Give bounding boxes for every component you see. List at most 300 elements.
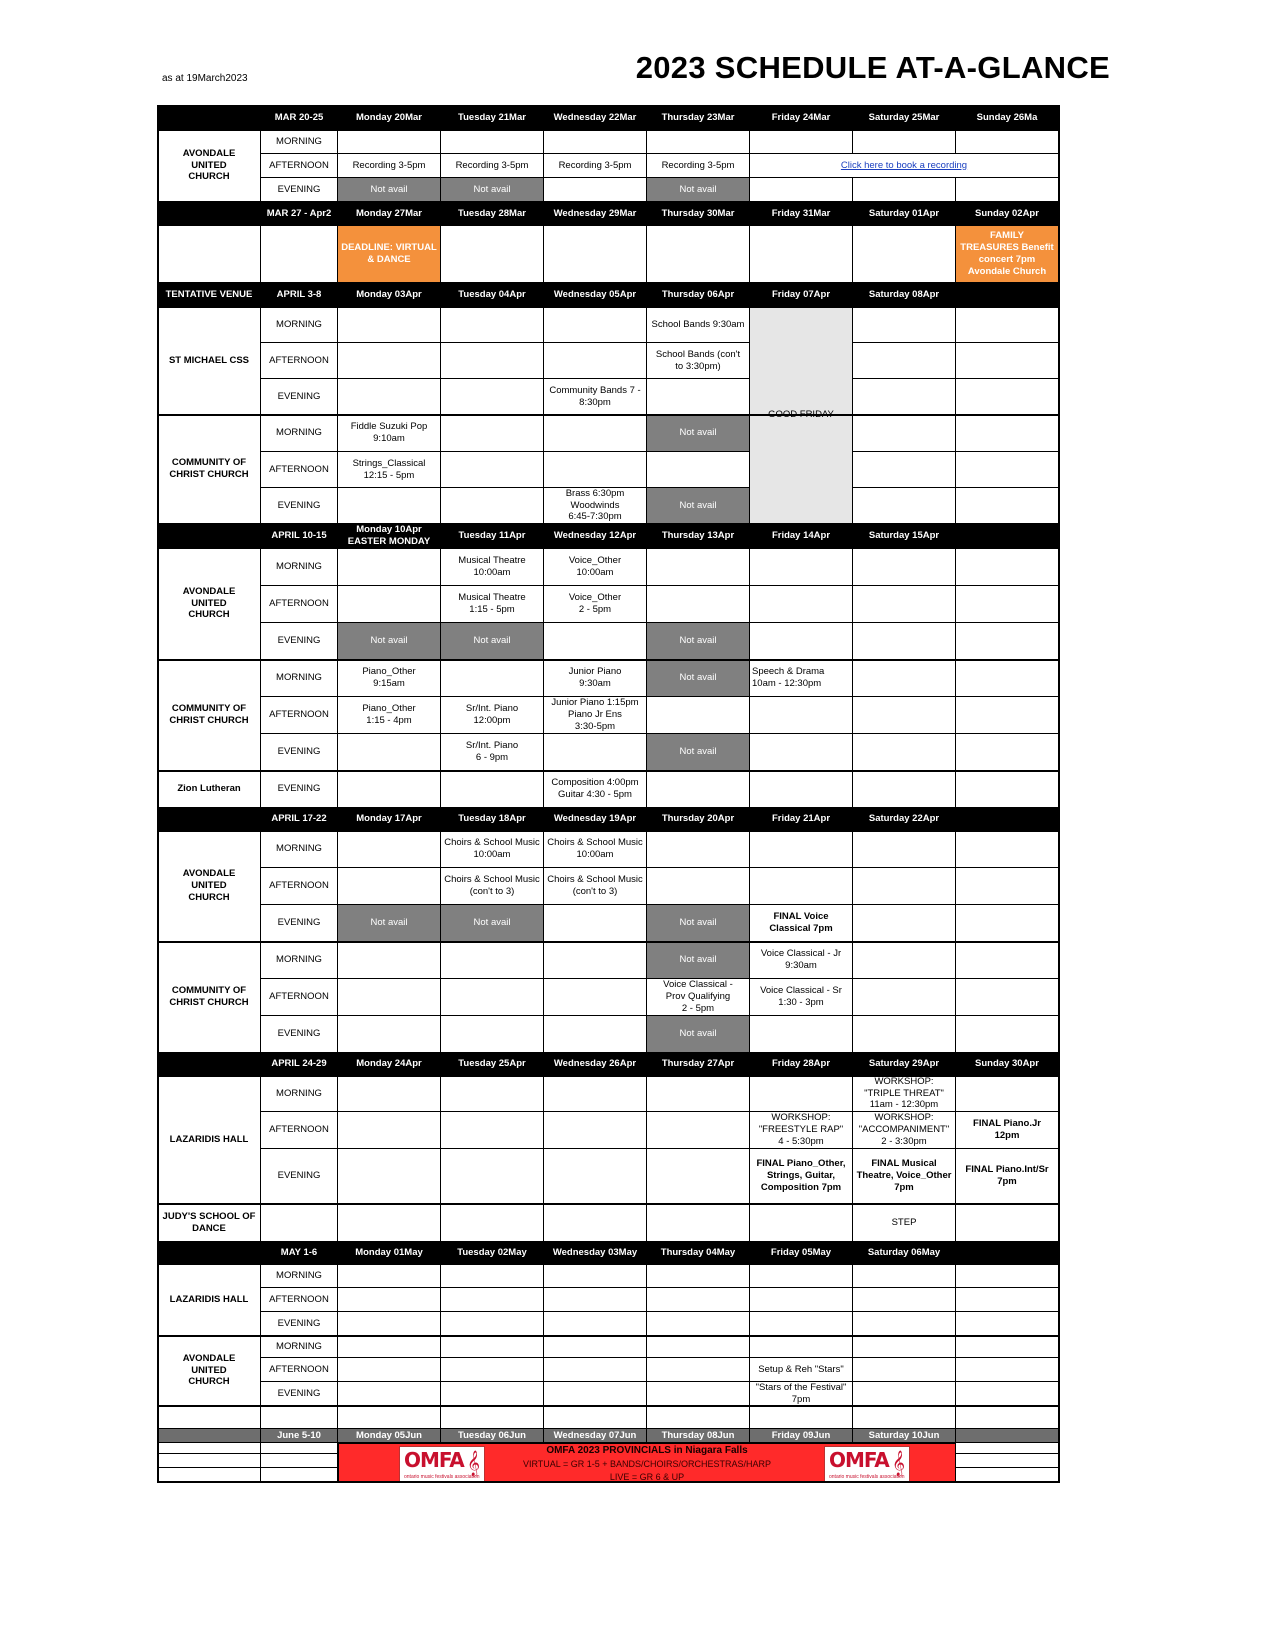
- event-not-avail[interactable]: Not avail: [647, 905, 750, 942]
- empty-slot[interactable]: [750, 178, 853, 202]
- empty-slot[interactable]: [750, 734, 853, 771]
- empty-slot[interactable]: [338, 1358, 441, 1382]
- event-junior-piano-pm[interactable]: Junior Piano 1:15pm Piano Jr Ens 3:30-5pm: [544, 697, 647, 734]
- spacer-cell: [441, 1406, 544, 1429]
- empty-slot[interactable]: [544, 130, 647, 154]
- empty-slot[interactable]: [853, 548, 956, 586]
- event-fiddle[interactable]: Fiddle Suzuki Pop 9:10am: [338, 415, 441, 452]
- blank-row-cell: [261, 1468, 338, 1482]
- day-header: Tuesday 25Apr: [441, 1053, 544, 1076]
- event-final-piano-jr[interactable]: FINAL Piano.Jr 12pm: [956, 1112, 1059, 1149]
- empty-slot[interactable]: [441, 307, 544, 343]
- empty-slot[interactable]: [338, 942, 441, 979]
- day-header: Saturday 06May: [853, 1242, 956, 1264]
- empty-slot[interactable]: [853, 771, 956, 808]
- empty-slot[interactable]: [544, 905, 647, 942]
- empty-slot[interactable]: [956, 379, 1059, 415]
- empty-slot[interactable]: [647, 130, 750, 154]
- event-not-avail[interactable]: Not avail: [338, 178, 441, 202]
- blank-row-cell: [261, 1454, 338, 1468]
- empty-slot[interactable]: [956, 1264, 1059, 1288]
- event-composition[interactable]: Composition 4:00pm Guitar 4:30 - 5pm: [544, 771, 647, 808]
- event-not-avail[interactable]: Not avail: [338, 623, 441, 660]
- event-mt-am[interactable]: Musical Theatre 10:00am: [441, 548, 544, 586]
- omfa-title: OMFA 2023 PROVINCIALS in Niagara Falls: [546, 1445, 748, 1456]
- empty-slot[interactable]: [441, 1112, 544, 1149]
- event-sr-int-piano-eve[interactable]: Sr/Int. Piano 6 - 9pm: [441, 734, 544, 771]
- event-family-treasures[interactable]: FAMILY TREASURES Benefit concert 7pm Avondale Church: [956, 226, 1059, 283]
- event-voice-other-pm[interactable]: Voice_Other 2 - 5pm: [544, 586, 647, 623]
- empty-slot[interactable]: [853, 178, 956, 202]
- event-choirs-am[interactable]: Choirs & School Music 10:00am: [441, 831, 544, 868]
- empty-slot[interactable]: [441, 1312, 544, 1336]
- empty-slot[interactable]: [338, 1149, 441, 1204]
- empty-slot[interactable]: [647, 1204, 750, 1242]
- period-label: EVENING: [261, 623, 338, 660]
- empty-slot[interactable]: [338, 1204, 441, 1242]
- period-label: AFTERNOON: [261, 868, 338, 905]
- empty-slot[interactable]: [750, 130, 853, 154]
- empty-slot[interactable]: [853, 1288, 956, 1312]
- empty-slot[interactable]: [544, 452, 647, 488]
- event-not-avail[interactable]: Not avail: [647, 623, 750, 660]
- empty-slot[interactable]: [544, 1382, 647, 1406]
- empty-slot[interactable]: [750, 1264, 853, 1288]
- empty-slot[interactable]: [441, 660, 544, 697]
- empty-slot[interactable]: [441, 1149, 544, 1204]
- empty-slot[interactable]: [441, 1336, 544, 1358]
- empty-slot[interactable]: [544, 1149, 647, 1204]
- spacer-cell: [647, 1406, 750, 1429]
- day-header: [956, 808, 1059, 831]
- empty-slot[interactable]: [441, 942, 544, 979]
- week-range: APRIL 3-8: [261, 283, 338, 307]
- empty-slot[interactable]: [441, 343, 544, 379]
- event-not-avail[interactable]: Not avail: [647, 660, 750, 697]
- event-not-avail[interactable]: Not avail: [441, 623, 544, 660]
- event-final-mt[interactable]: FINAL Musical Theatre, Voice_Other 7pm: [853, 1149, 956, 1204]
- empty-slot[interactable]: [441, 1358, 544, 1382]
- event-voice-classical-jr[interactable]: Voice Classical - Jr 9:30am: [750, 942, 853, 979]
- empty-slot[interactable]: [853, 1336, 956, 1358]
- empty-slot[interactable]: [647, 697, 750, 734]
- venue-zion-lutheran: Zion Lutheran: [158, 771, 261, 808]
- event-not-avail[interactable]: Not avail: [647, 734, 750, 771]
- empty-slot[interactable]: [750, 1336, 853, 1358]
- empty-slot[interactable]: [544, 979, 647, 1016]
- empty-slot[interactable]: [956, 660, 1059, 697]
- event-not-avail[interactable]: Not avail: [647, 488, 750, 524]
- empty-slot[interactable]: [647, 452, 750, 488]
- empty-slot[interactable]: [441, 1204, 544, 1242]
- spacer-cell: [338, 1406, 441, 1429]
- empty-slot[interactable]: [956, 1312, 1059, 1336]
- event-step[interactable]: STEP: [853, 1204, 956, 1242]
- blank-row-cell: [956, 1454, 1059, 1468]
- empty-slot[interactable]: [544, 1204, 647, 1242]
- empty-slot[interactable]: [441, 226, 544, 283]
- empty-slot[interactable]: [853, 868, 956, 905]
- empty-slot[interactable]: [853, 905, 956, 942]
- empty-slot[interactable]: [338, 1016, 441, 1053]
- empty-slot[interactable]: [956, 734, 1059, 771]
- empty-slot[interactable]: [853, 379, 956, 415]
- empty-slot[interactable]: [853, 831, 956, 868]
- empty-slot[interactable]: [956, 623, 1059, 660]
- empty-slot[interactable]: [338, 379, 441, 415]
- event-final-piano-other[interactable]: FINAL Piano_Other, Strings, Guitar, Composition 7pm: [750, 1149, 853, 1204]
- empty-slot[interactable]: [338, 586, 441, 623]
- empty-slot[interactable]: [338, 1336, 441, 1358]
- event-stars-festival[interactable]: "Stars of the Festival" 7pm: [750, 1382, 853, 1406]
- event-mt-pm[interactable]: Musical Theatre 1:15 - 5pm: [441, 586, 544, 623]
- empty-slot[interactable]: [750, 697, 853, 734]
- day-header: Sunday 26Ma: [956, 106, 1059, 130]
- empty-slot[interactable]: [544, 623, 647, 660]
- empty-slot[interactable]: [853, 660, 956, 697]
- week-label-cell: [158, 202, 261, 226]
- empty-slot[interactable]: [956, 586, 1059, 623]
- day-header: Thursday 06Apr: [647, 283, 750, 307]
- event-community-bands[interactable]: Community Bands 7 - 8:30pm: [544, 379, 647, 415]
- event-recording[interactable]: Recording 3-5pm: [647, 154, 750, 178]
- day-header: Friday 09Jun: [750, 1429, 853, 1443]
- empty-slot[interactable]: [441, 130, 544, 154]
- venue-avondale: AVONDALE UNITED CHURCH: [158, 1336, 261, 1406]
- empty-slot[interactable]: [544, 1264, 647, 1288]
- empty-slot[interactable]: [338, 488, 441, 524]
- empty-slot[interactable]: [441, 488, 544, 524]
- empty-slot[interactable]: [647, 1312, 750, 1336]
- empty-slot[interactable]: [853, 697, 956, 734]
- empty-slot[interactable]: [853, 307, 956, 343]
- event-not-avail[interactable]: Not avail: [647, 942, 750, 979]
- empty-slot[interactable]: [441, 452, 544, 488]
- empty-slot[interactable]: [441, 379, 544, 415]
- empty-slot[interactable]: [956, 979, 1059, 1016]
- empty-slot[interactable]: [853, 1312, 956, 1336]
- schedule-table: [158, 106, 1116, 1591]
- empty-slot[interactable]: [853, 130, 956, 154]
- empty-slot[interactable]: [956, 831, 1059, 868]
- empty-slot[interactable]: [956, 905, 1059, 942]
- treble-clef-icon: 𝄞: [466, 1450, 480, 1475]
- week-range: APRIL 17-22: [261, 808, 338, 831]
- empty-slot[interactable]: [441, 1016, 544, 1053]
- empty-slot[interactable]: [338, 343, 441, 379]
- omfa-logo-left: [399, 1446, 485, 1482]
- event-school-bands-pm[interactable]: School Bands (con't to 3:30pm): [647, 343, 750, 379]
- event-workshop-triple[interactable]: WORKSHOP: "TRIPLE THREAT" 11am - 12:30pm: [853, 1076, 956, 1112]
- event-piano-other-pm[interactable]: Piano_Other 1:15 - 4pm: [338, 697, 441, 734]
- empty-slot[interactable]: [544, 1016, 647, 1053]
- empty-slot[interactable]: [750, 623, 853, 660]
- empty-slot[interactable]: [956, 130, 1059, 154]
- spacer-cell: [544, 1406, 647, 1429]
- event-sr-int-piano-pm[interactable]: Sr/Int. Piano 12:00pm: [441, 697, 544, 734]
- period-label: AFTERNOON: [261, 154, 338, 178]
- empty-slot[interactable]: [853, 1358, 956, 1382]
- empty-slot[interactable]: [544, 343, 647, 379]
- empty-slot[interactable]: [338, 771, 441, 808]
- empty-slot[interactable]: [853, 1016, 956, 1053]
- empty-slot[interactable]: [338, 1076, 441, 1112]
- event-not-avail[interactable]: Not avail: [647, 1016, 750, 1053]
- as-at-date: as at 19March2023: [162, 73, 248, 84]
- empty-slot[interactable]: [750, 831, 853, 868]
- empty-slot[interactable]: [853, 452, 956, 488]
- empty-slot[interactable]: [544, 226, 647, 283]
- empty-slot[interactable]: [544, 942, 647, 979]
- day-header: [956, 1429, 1059, 1443]
- event-recording[interactable]: Recording 3-5pm: [441, 154, 544, 178]
- page-title: 2023 SCHEDULE AT-A-GLANCE: [635, 50, 1110, 85]
- empty-slot[interactable]: [647, 1149, 750, 1204]
- empty-slot[interactable]: [956, 548, 1059, 586]
- venue-avondale: AVONDALE UNITED CHURCH: [158, 548, 261, 660]
- period-blank: [261, 1204, 338, 1242]
- empty-slot[interactable]: [956, 1358, 1059, 1382]
- day-header: Wednesday 05Apr: [544, 283, 647, 307]
- period-label: EVENING: [261, 1312, 338, 1336]
- empty-slot[interactable]: [956, 1016, 1059, 1053]
- empty-slot[interactable]: [956, 1382, 1059, 1406]
- empty-slot[interactable]: [338, 1264, 441, 1288]
- empty-slot[interactable]: [853, 226, 956, 283]
- event-not-avail[interactable]: Not avail: [647, 178, 750, 202]
- empty-slot[interactable]: [544, 1312, 647, 1336]
- day-header: Saturday 15Apr: [853, 524, 956, 548]
- day-header: Wednesday 12Apr: [544, 524, 647, 548]
- empty-slot[interactable]: [750, 771, 853, 808]
- empty-slot[interactable]: [441, 1288, 544, 1312]
- period-label: MORNING: [261, 1076, 338, 1112]
- empty-slot[interactable]: [338, 1312, 441, 1336]
- empty-slot[interactable]: [441, 979, 544, 1016]
- book-recording-link[interactable]: Click here to book a recording: [750, 154, 1059, 178]
- empty-slot[interactable]: [338, 548, 441, 586]
- day-header: Monday 05Jun: [338, 1429, 441, 1443]
- day-header: Friday 07Apr: [750, 283, 853, 307]
- empty-slot[interactable]: [956, 1288, 1059, 1312]
- period-label: AFTERNOON: [261, 586, 338, 623]
- empty-slot[interactable]: [647, 831, 750, 868]
- event-recording[interactable]: Recording 3-5pm: [544, 154, 647, 178]
- empty-slot[interactable]: [544, 307, 647, 343]
- day-header: Monday 27Mar: [338, 202, 441, 226]
- week-range: June 5-10: [261, 1429, 338, 1443]
- empty-slot[interactable]: [853, 415, 956, 452]
- empty-slot[interactable]: [647, 771, 750, 808]
- period-label: AFTERNOON: [261, 979, 338, 1016]
- empty-slot[interactable]: [647, 226, 750, 283]
- event-not-avail[interactable]: Not avail: [647, 415, 750, 452]
- treble-clef-icon: 𝄞: [891, 1450, 905, 1475]
- day-header: Friday 28Apr: [750, 1053, 853, 1076]
- empty-slot[interactable]: [853, 343, 956, 379]
- event-choirs-pm[interactable]: Choirs & School Music (con't to 3): [544, 868, 647, 905]
- day-header: Thursday 30Mar: [647, 202, 750, 226]
- empty-slot[interactable]: [750, 1288, 853, 1312]
- empty-slot[interactable]: [647, 586, 750, 623]
- spacer-cell: [853, 1406, 956, 1429]
- empty-slot[interactable]: [853, 488, 956, 524]
- empty-slot[interactable]: [441, 1264, 544, 1288]
- empty-slot[interactable]: [853, 1382, 956, 1406]
- empty-slot[interactable]: [750, 226, 853, 283]
- empty-slot[interactable]: [338, 307, 441, 343]
- event-not-avail[interactable]: Not avail: [441, 905, 544, 942]
- empty-slot[interactable]: [647, 868, 750, 905]
- event-workshop-accomp[interactable]: WORKSHOP: "ACCOMPANIMENT" 2 - 3:30pm: [853, 1112, 956, 1149]
- day-header: [956, 524, 1059, 548]
- empty-slot[interactable]: [544, 1076, 647, 1112]
- venue-st-michael: ST MICHAEL CSS: [158, 307, 261, 415]
- empty-slot[interactable]: [956, 415, 1059, 452]
- period-label: MORNING: [261, 415, 338, 452]
- event-strings-classical[interactable]: Strings_Classical 12:15 - 5pm: [338, 452, 441, 488]
- day-header: [956, 1242, 1059, 1264]
- empty-slot[interactable]: [853, 586, 956, 623]
- empty-slot[interactable]: [956, 343, 1059, 379]
- week-range: MAR 27 - Apr2: [261, 202, 338, 226]
- empty-slot[interactable]: [647, 548, 750, 586]
- empty-slot[interactable]: [647, 1336, 750, 1358]
- spacer-cell: [956, 1406, 1059, 1429]
- empty-slot[interactable]: [544, 1288, 647, 1312]
- event-choirs-pm[interactable]: Choirs & School Music (con't to 3): [441, 868, 544, 905]
- day-header: Monday 24Apr: [338, 1053, 441, 1076]
- omfa-live-line: LIVE = GR 6 & UP: [609, 1472, 685, 1482]
- empty-slot[interactable]: [338, 1288, 441, 1312]
- empty-slot[interactable]: [544, 1112, 647, 1149]
- event-deadline[interactable]: DEADLINE: VIRTUAL & DANCE: [338, 226, 441, 283]
- empty-slot[interactable]: [544, 1336, 647, 1358]
- period-label: MORNING: [261, 831, 338, 868]
- empty-slot[interactable]: [750, 868, 853, 905]
- empty-slot[interactable]: [338, 831, 441, 868]
- empty-slot[interactable]: [956, 942, 1059, 979]
- empty-slot[interactable]: [956, 697, 1059, 734]
- empty-slot[interactable]: [750, 1076, 853, 1112]
- empty-slot[interactable]: [647, 1382, 750, 1406]
- empty-slot[interactable]: [956, 1204, 1059, 1242]
- empty-slot[interactable]: [956, 452, 1059, 488]
- empty-slot[interactable]: [441, 1382, 544, 1406]
- day-header: Thursday 20Apr: [647, 808, 750, 831]
- empty-slot[interactable]: [647, 1358, 750, 1382]
- event-piano-other-am[interactable]: Piano_Other 9:15am: [338, 660, 441, 697]
- empty-slot[interactable]: [956, 307, 1059, 343]
- empty-slot[interactable]: [750, 1204, 853, 1242]
- spacer-cell: [261, 1406, 338, 1429]
- empty-slot[interactable]: [956, 488, 1059, 524]
- empty-slot[interactable]: [956, 178, 1059, 202]
- day-header: Thursday 13Apr: [647, 524, 750, 548]
- empty-slot[interactable]: [647, 1288, 750, 1312]
- empty-slot[interactable]: [441, 415, 544, 452]
- day-header: [956, 283, 1059, 307]
- empty-slot[interactable]: [853, 623, 956, 660]
- day-header: Sunday 30Apr: [956, 1053, 1059, 1076]
- empty-slot[interactable]: [647, 379, 750, 415]
- venue-avondale: AVONDALE UNITED CHURCH: [158, 130, 261, 202]
- event-junior-piano-am[interactable]: Junior Piano 9:30am: [544, 660, 647, 697]
- empty-slot[interactable]: [441, 1076, 544, 1112]
- empty-slot[interactable]: [647, 1076, 750, 1112]
- empty-slot[interactable]: [750, 1312, 853, 1336]
- day-header: Sunday 02Apr: [956, 202, 1059, 226]
- period-label: EVENING: [261, 905, 338, 942]
- event-brass[interactable]: Brass 6:30pm Woodwinds 6:45-7:30pm: [544, 488, 647, 524]
- empty-slot[interactable]: [544, 1358, 647, 1382]
- event-voice-classical-prov[interactable]: Voice Classical - Prov Qualifying 2 - 5pm: [647, 979, 750, 1016]
- event-school-bands-am[interactable]: School Bands 9:30am: [647, 307, 750, 343]
- empty-slot[interactable]: [544, 178, 647, 202]
- empty-slot[interactable]: [853, 734, 956, 771]
- day-header: Monday 03Apr: [338, 283, 441, 307]
- empty-slot[interactable]: [544, 415, 647, 452]
- event-choirs-am[interactable]: Choirs & School Music 10:00am: [544, 831, 647, 868]
- day-header: Saturday 22Apr: [853, 808, 956, 831]
- empty-slot[interactable]: [647, 1112, 750, 1149]
- week-label-cell: [158, 808, 261, 831]
- event-not-avail[interactable]: Not avail: [338, 905, 441, 942]
- venue-lazaridis-hall: LAZARIDIS HALL: [158, 1076, 261, 1204]
- event-not-avail[interactable]: Not avail: [441, 178, 544, 202]
- empty-slot[interactable]: [956, 1336, 1059, 1358]
- event-workshop-freestyle[interactable]: WORKSHOP: "FREESTYLE RAP" 4 - 5:30pm: [750, 1112, 853, 1149]
- empty-slot[interactable]: [956, 1076, 1059, 1112]
- empty-slot[interactable]: [338, 130, 441, 154]
- empty-slot[interactable]: [441, 771, 544, 808]
- day-header: Thursday 23Mar: [647, 106, 750, 130]
- event-voice-classical-sr[interactable]: Voice Classical - Sr 1:30 - 3pm: [750, 979, 853, 1016]
- empty-slot[interactable]: [750, 548, 853, 586]
- event-setup-stars[interactable]: Setup & Reh "Stars": [750, 1358, 853, 1382]
- week-label-cell: [158, 1429, 261, 1443]
- empty-slot[interactable]: [956, 771, 1059, 808]
- empty-slot[interactable]: [750, 1016, 853, 1053]
- empty-slot[interactable]: [338, 734, 441, 771]
- event-recording[interactable]: Recording 3-5pm: [338, 154, 441, 178]
- event-final-voice[interactable]: FINAL Voice Classical 7pm: [750, 905, 853, 942]
- empty-slot[interactable]: [956, 868, 1059, 905]
- empty-slot[interactable]: [338, 1382, 441, 1406]
- period-label: EVENING: [261, 734, 338, 771]
- empty-slot[interactable]: [853, 979, 956, 1016]
- empty-slot[interactable]: [338, 1112, 441, 1149]
- day-header: Monday 10Apr EASTER MONDAY: [338, 524, 441, 548]
- empty-slot[interactable]: [750, 586, 853, 623]
- empty-slot[interactable]: [853, 942, 956, 979]
- event-voice-other-am[interactable]: Voice_Other 10:00am: [544, 548, 647, 586]
- empty-slot[interactable]: [853, 1264, 956, 1288]
- good-friday-block: GOOD FRIDAY: [750, 307, 853, 524]
- day-header: Saturday 29Apr: [853, 1053, 956, 1076]
- day-header: Wednesday 19Apr: [544, 808, 647, 831]
- venue-lazaridis-hall: LAZARIDIS HALL: [158, 1264, 261, 1336]
- blank-row-cell: [158, 1468, 261, 1482]
- event-final-piano-int[interactable]: FINAL Piano.Int/Sr 7pm: [956, 1149, 1059, 1204]
- week-range: APRIL 24-29: [261, 1053, 338, 1076]
- day-header: Saturday 25Mar: [853, 106, 956, 130]
- empty-slot[interactable]: [647, 1264, 750, 1288]
- event-speech-drama[interactable]: Speech & Drama 10am - 12:30pm: [750, 660, 853, 697]
- empty-slot[interactable]: [338, 868, 441, 905]
- empty-slot[interactable]: [338, 979, 441, 1016]
- empty-slot[interactable]: [544, 734, 647, 771]
